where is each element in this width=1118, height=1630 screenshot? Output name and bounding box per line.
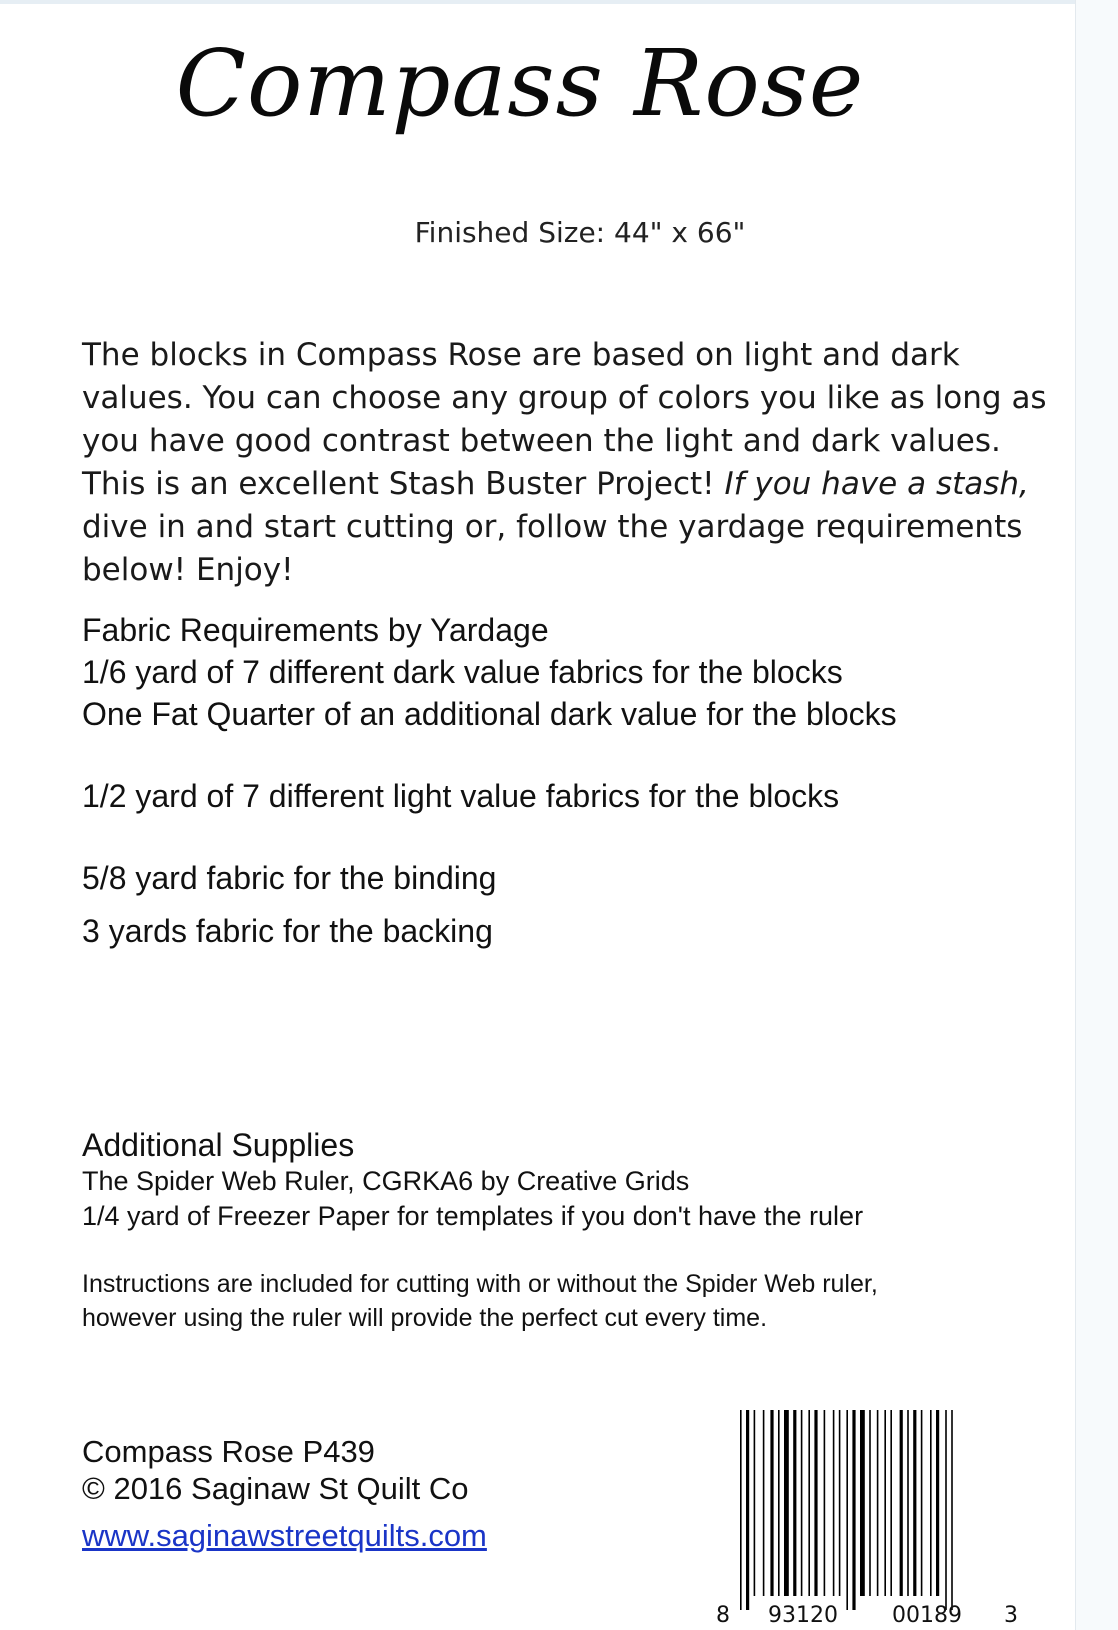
barcode-bar	[913, 1410, 916, 1596]
barcode-digits	[716, 1603, 1042, 1629]
barcode-bar	[846, 1410, 848, 1610]
barcode	[740, 1410, 1040, 1610]
barcode-bar	[746, 1410, 749, 1610]
finished-size: Finished Size: 44" x 66"	[414, 216, 746, 249]
barcode-bar	[884, 1410, 886, 1596]
website-link[interactable]: www.saginawstreetquilts.com	[82, 1518, 487, 1553]
barcode-bar	[860, 1410, 865, 1596]
barcode-bar	[793, 1410, 796, 1596]
barcode-lead-digit: 8	[716, 1603, 730, 1628]
fabric-dark-1: 1/6 yard of 7 different dark value fabrics for the blocks	[82, 654, 843, 690]
barcode-bar	[877, 1410, 879, 1596]
barcode-bar	[814, 1410, 817, 1596]
barcode-bar	[778, 1410, 780, 1596]
intro-text-end: dive in and start cutting or, follow the yardage requirements below! Enjoy!	[82, 509, 1023, 588]
barcode-bar	[833, 1410, 835, 1596]
barcode-bar	[852, 1410, 855, 1610]
barcode-bar	[801, 1410, 803, 1596]
fabric-heading: Fabric Requirements by Yardage	[82, 612, 549, 648]
supplies-item-2: 1/4 yard of Freezer Paper for templates if you don't have the ruler	[82, 1201, 864, 1231]
barcode-bar	[900, 1410, 903, 1596]
top-edge	[0, 0, 1118, 4]
barcode-bar	[808, 1410, 810, 1596]
fabric-binding: 5/8 yard fabric for the binding	[82, 860, 497, 896]
barcode-bar	[784, 1410, 789, 1596]
barcode-bar	[754, 1410, 756, 1596]
fabric-backing: 3 yards fabric for the backing	[82, 913, 493, 949]
fabric-light: 1/2 yard of 7 different light value fabrics for the blocks	[82, 778, 840, 814]
barcode-bar	[763, 1410, 765, 1596]
barcode-right-group: 00189	[892, 1603, 962, 1628]
barcode-bar	[921, 1410, 923, 1596]
barcode-bar	[869, 1410, 871, 1596]
barcode-bar	[907, 1410, 909, 1596]
supplies-item-1: The Spider Web Ruler, CGRKA6 by Creative Grids	[82, 1166, 690, 1196]
barcode-bar	[839, 1410, 841, 1596]
barcode-bar	[951, 1410, 953, 1610]
barcode-bar	[890, 1410, 892, 1596]
copyright: © 2016 Saginaw St Quilt Co	[82, 1471, 469, 1506]
barcode-bar	[824, 1410, 826, 1596]
barcode-check-digit: 3	[1004, 1603, 1018, 1628]
barcode-bar	[936, 1410, 939, 1596]
instructions-line-1: Instructions are included for cutting with or without the Spider Web ruler,	[82, 1270, 878, 1298]
barcode-bar	[740, 1410, 742, 1610]
intro-paragraph	[82, 334, 1072, 592]
barcode-bar	[930, 1410, 932, 1596]
barcode-bar	[770, 1410, 773, 1596]
instructions-line-2: however using the ruler will provide the perfect cut every time.	[82, 1304, 768, 1332]
pattern-number: Compass Rose P439	[82, 1434, 375, 1469]
barcode-bar	[945, 1410, 947, 1610]
supplies-heading: Additional Supplies	[82, 1127, 355, 1163]
intro-text: The blocks in Compass Rose are based on light and dark values. You can choose any group of colors you like as long as you have good contrast between the light and dark values. This is an excellent Stash Buster Project!	[82, 337, 1047, 502]
barcode-left-group: 93120	[768, 1603, 838, 1628]
page-title: Compass Rose	[175, 30, 865, 137]
intro-italic: If you have a stash,	[724, 466, 1029, 502]
fabric-dark-2: One Fat Quarter of an additional dark value for the blocks	[82, 696, 897, 732]
